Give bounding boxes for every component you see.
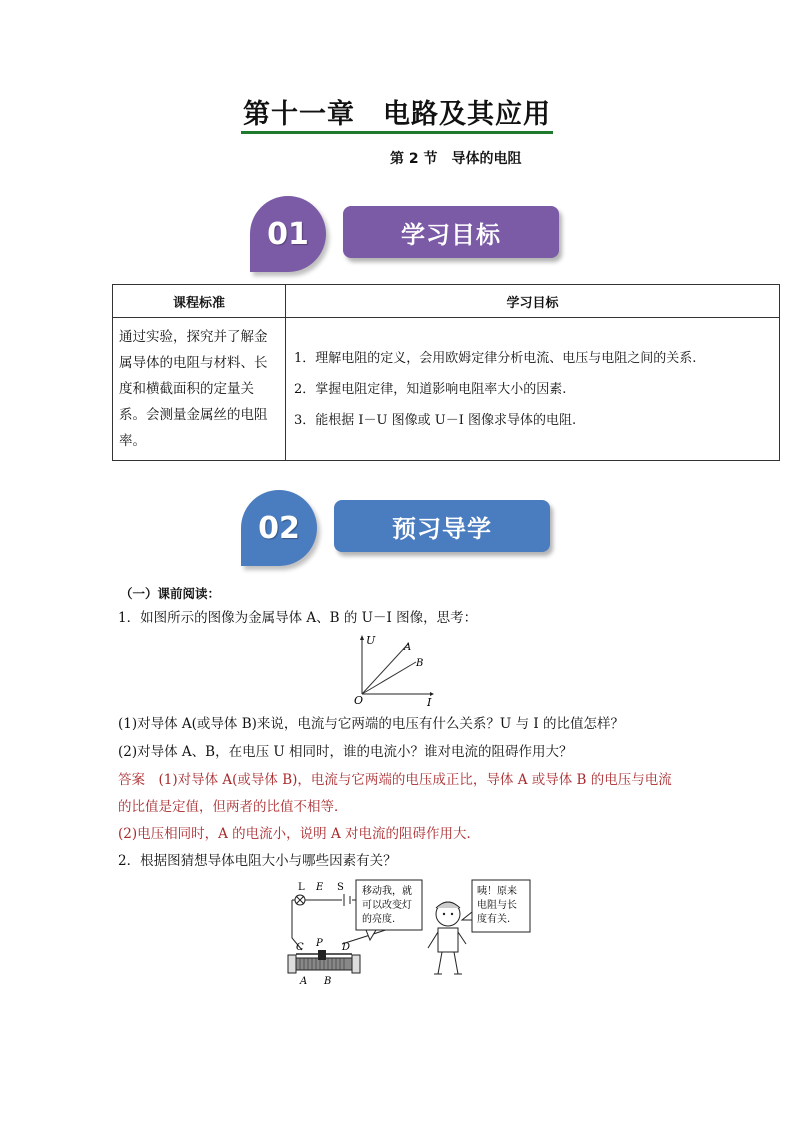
answer-line-1 [118, 770, 672, 790]
line-a-label: A [404, 642, 412, 653]
bubble-right-line: 电阻与长 [477, 900, 517, 911]
label-s: S [337, 882, 344, 893]
label-a: A [300, 976, 308, 987]
label-p: P [316, 938, 323, 949]
label-d: D [342, 942, 351, 953]
x-axis-label: I [427, 696, 432, 708]
goal-item: 3．能根据 I－U 图像或 U－I 图像求导体的电阻. [294, 412, 577, 428]
label-c: C [296, 942, 304, 953]
standard-cell: 通过实验，探究并了解金属导体的电阻与材料、长度和横截面积的定量关系。会测量金属丝的电阻率。 [113, 318, 286, 461]
banner-learning-goals [250, 196, 570, 276]
bubble-left-line: 的亮度. [362, 914, 396, 925]
header-goals: 学习目标 [286, 285, 780, 318]
banner-number: 02 [258, 510, 300, 546]
question-1-2: (2)对导体 A、B，在电压 U 相同时，谁的电流小？谁对电流的阻碍作用大？ [118, 744, 573, 760]
answer-label: 答案 [118, 772, 145, 788]
cartoon-boy [428, 902, 466, 974]
preview-subheading: （一）课前阅读： [120, 586, 221, 601]
section-title: 第 2 节 导体的电阻 [390, 151, 522, 167]
resistance-illustration [282, 878, 538, 988]
question-1-1: (1)对导体 A(或导体 B)来说，电流与它两端的电压有什么关系？U 与 I 的比值怎样？ [118, 716, 624, 732]
y-axis-label: U [366, 634, 376, 647]
bubble-left-line: 移动我，就 [362, 886, 412, 897]
question-1: 1．如图所示的图像为金属导体 A、B 的 U－I 图像，思考： [118, 610, 478, 626]
label-b: B [324, 976, 332, 987]
chapter-title-text: 第十一章 电路及其应用 [241, 99, 553, 134]
banner-label-bar [343, 206, 559, 258]
banner-number-badge [250, 196, 326, 272]
bubble-right-line: 咦！原来 [477, 886, 517, 897]
table-header-row [113, 285, 780, 318]
table-row [113, 318, 780, 461]
goal-item: 1．理解电阻的定义，会用欧姆定律分析电流、电压与电阻之间的关系. [294, 350, 697, 366]
u-i-graph [352, 632, 442, 708]
banner-number-badge [241, 490, 317, 566]
answer-line-2: 的比值是定值，但两者的比值不相等． [118, 799, 348, 815]
label-l: L [298, 882, 305, 893]
chapter-title [0, 92, 794, 131]
banner-label: 预习导学 [392, 514, 492, 543]
goals-table [112, 284, 780, 461]
goals-cell [286, 318, 780, 461]
banner-preview [241, 490, 561, 570]
answer-line-3: (2)电压相同时，A 的电流小，说明 A 对电流的阻碍作用大． [118, 826, 480, 842]
banner-label-bar [334, 500, 550, 552]
question-2: 2．根据图猜想导体电阻大小与哪些因素有关？ [118, 853, 397, 869]
goal-item: 2．掌握电阻定律，知道影响电阻率大小的因素. [294, 381, 567, 397]
line-b-label: B [416, 658, 424, 669]
bubble-right-line: 度有关. [477, 914, 511, 925]
header-standard: 课程标准 [113, 285, 286, 318]
answer-1a: (1)对导体 A(或导体 B)，电流与它两端的电压成正比，导体 A 或导体 B 的电压与电流 [158, 772, 672, 788]
label-e: E [316, 882, 324, 893]
banner-number: 01 [267, 216, 309, 252]
banner-label: 学习目标 [401, 220, 501, 249]
bubble-left-line: 可以改变灯 [362, 900, 412, 911]
origin-label: O [354, 694, 364, 707]
